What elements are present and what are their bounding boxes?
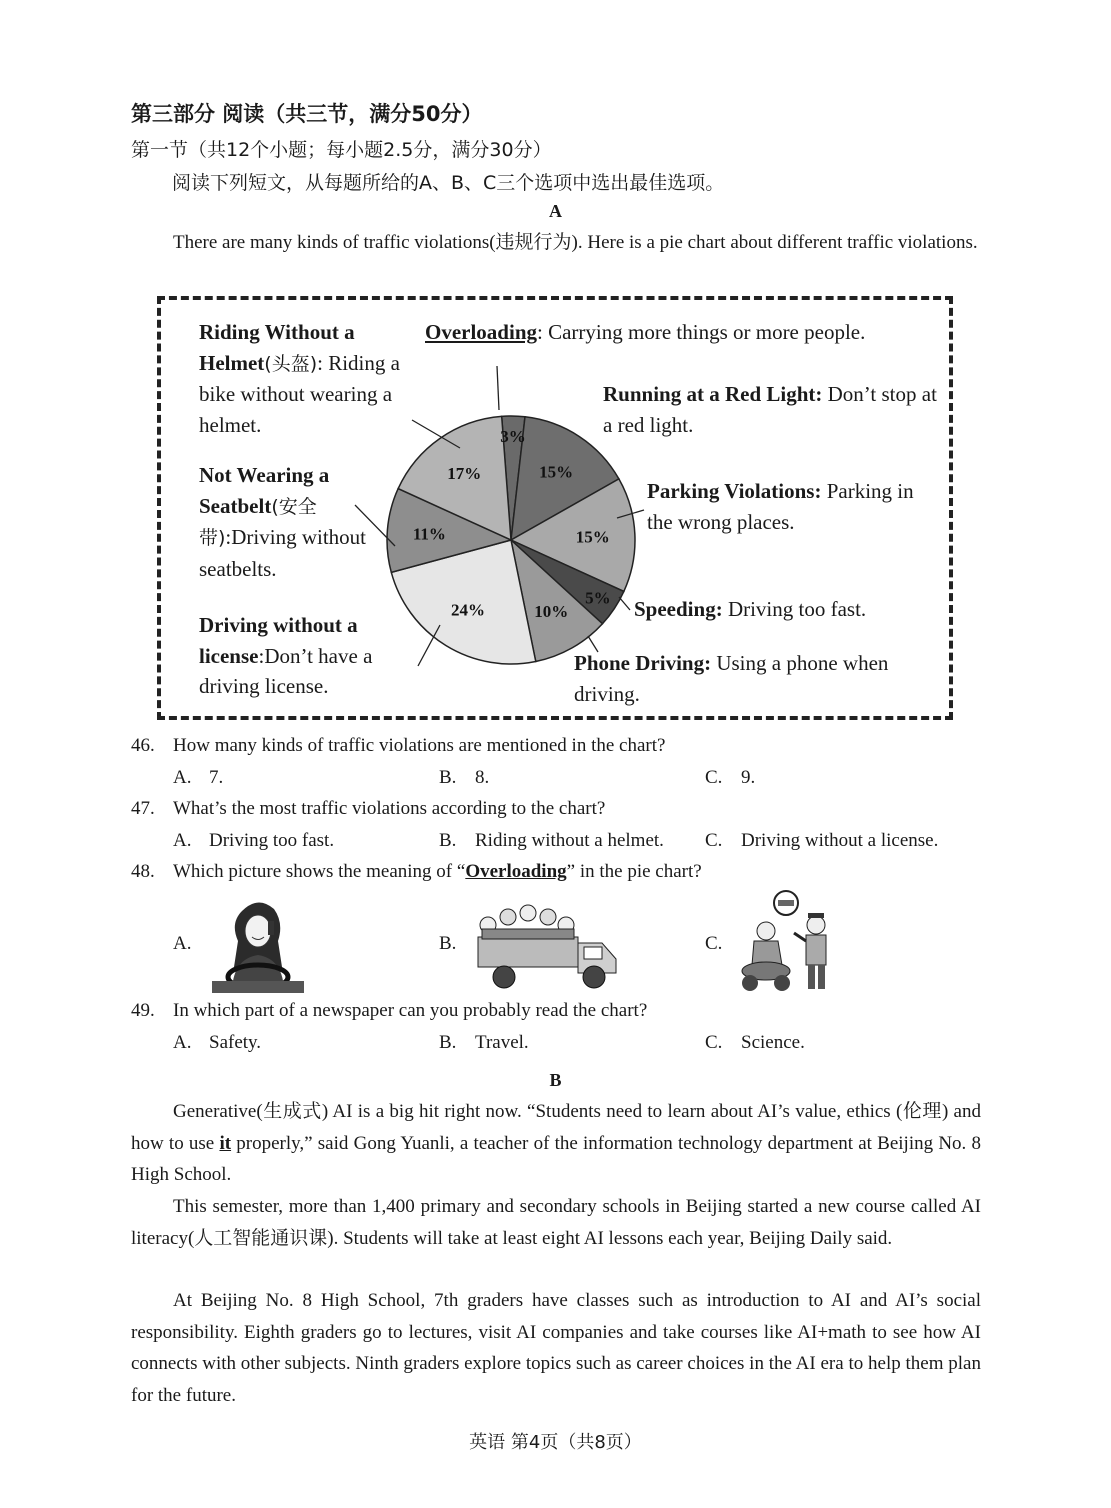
option-47-c — [705, 830, 938, 852]
pie-value-label: 11% — [412, 524, 446, 544]
question-number: 48. — [131, 861, 155, 882]
label-helmet-cn: (头盔) — [264, 352, 318, 375]
question-47 — [131, 798, 605, 820]
pie-value-label: 10% — [534, 602, 569, 622]
label-overloading-title: Overloading — [425, 320, 538, 344]
label-phone-title: Phone Driving: — [574, 651, 712, 675]
option-text: 9. — [741, 767, 756, 788]
pie-value-label: 15% — [539, 462, 574, 482]
label-overloading — [425, 317, 945, 348]
option-49-a — [173, 1032, 261, 1054]
section-title: 第一节（共12个小题；每小题2.5分，满分30分） — [131, 139, 552, 161]
pie-value-label: 3% — [500, 426, 526, 446]
passage-b-label: B — [549, 1070, 562, 1090]
option-48-b — [439, 933, 475, 955]
question-49 — [131, 1000, 647, 1022]
pie-value-label: 5% — [585, 588, 611, 608]
label-seatbelt-desc: :Driving without seatbelts. — [199, 525, 367, 581]
option-text: Science. — [741, 1032, 805, 1053]
question-text-pre: Which picture shows the meaning of “ — [173, 861, 466, 882]
option-letter: A. — [173, 1032, 192, 1053]
label-license-title: Driving without a license — [199, 613, 358, 668]
option-46-b — [439, 767, 489, 789]
question-number: 49. — [131, 1000, 155, 1021]
question-number: 47. — [131, 798, 155, 819]
label-red-light — [603, 379, 938, 440]
label-license-desc: :Don’t have a driving license. — [199, 643, 373, 698]
option-text: Travel. — [475, 1032, 529, 1053]
option-letter: B. — [439, 1032, 457, 1053]
option-letter: B. — [439, 933, 457, 954]
label-overloading-desc: : Carrying more things or more people. — [537, 320, 866, 344]
picture-b-overloaded-truck — [474, 903, 620, 991]
option-48-c — [705, 933, 741, 955]
label-phone-desc: Using a phone when driving. — [574, 651, 889, 706]
question-48 — [131, 861, 702, 883]
option-46-c — [705, 767, 755, 789]
option-text: Driving without a license. — [741, 830, 939, 851]
option-47-a — [173, 830, 334, 852]
label-seatbelt-title: Not Wearing a Seatbelt — [199, 463, 330, 518]
paragraph-1-start: Generative(生成式) AI is a big hit right now. “Students need to learn about AI’s value, ethics (伦理) and how to use — [131, 1101, 981, 1154]
pie-value-label: 15% — [575, 527, 610, 547]
label-helmet-title: Riding Without a Helmet — [199, 320, 355, 375]
label-parking — [647, 476, 942, 537]
passage-a-label: A — [549, 201, 562, 221]
label-helmet — [199, 317, 414, 440]
instruction: 阅读下列短文，从每题所给的A、B、C三个选项中选出最佳选项。 — [172, 172, 725, 194]
option-text: 7. — [209, 767, 224, 788]
option-46-a — [173, 767, 223, 789]
passage-b-paragraph-2: This semester, more than 1,400 primary and secondary schools in Beijing started a new course called AI literacy(人工智能通识课). Students will take at least eight AI lessons each year, Beijing Daily said. — [131, 1196, 981, 1249]
question-number: 46. — [131, 735, 155, 756]
option-letter: C. — [705, 830, 723, 851]
label-speeding-title: Speeding: — [634, 597, 723, 621]
picture-c-police-scooter — [738, 889, 838, 993]
option-text: 8. — [475, 767, 490, 788]
option-letter: A. — [173, 830, 192, 851]
option-letter: C. — [705, 1032, 723, 1053]
label-helmet-desc: : Riding a bike without wearing a helmet. — [199, 350, 400, 437]
underlined-word-it: it — [219, 1132, 232, 1154]
question-46 — [131, 735, 665, 757]
question-text-keyword: Overloading — [465, 861, 567, 882]
passage-a-intro: There are many kinds of traffic violations(违规行为). Here is a pie chart about different traffic violations. — [173, 232, 978, 253]
picture-a-phone-driver — [212, 897, 304, 993]
option-letter: C. — [705, 767, 723, 788]
option-text: Driving too fast. — [209, 830, 335, 851]
option-48-a — [173, 933, 209, 955]
option-letter: A. — [173, 767, 192, 788]
option-47-b — [439, 830, 664, 852]
passage-b-paragraph-3: At Beijing No. 8 High School, 7th graders have classes such as introduction to AI and AI’s social responsibility. Eighth graders go to lectures, visit AI companies and take courses like AI+math to see how AI connects with other subjects. Ninth graders explore topics such as career choices in the AI era to help them plan for the future. — [131, 1290, 981, 1406]
question-text: What’s the most traffic violations according to the chart? — [173, 798, 606, 819]
label-red-light-desc: Don’t stop at a red light. — [603, 382, 937, 437]
option-text: Riding without a helmet. — [475, 830, 664, 851]
option-49-c — [705, 1032, 805, 1054]
option-text: Safety. — [209, 1032, 262, 1053]
label-speeding-desc: Driving too fast. — [722, 597, 867, 621]
option-letter: B. — [439, 767, 457, 788]
paragraph-1-end: properly,” said Gong Yuanli, a teacher of the information technology department at Beijing No. 8 High School. — [131, 1132, 981, 1185]
label-parking-desc: Parking in the wrong places. — [647, 479, 914, 534]
passage-b-paragraph-1 — [131, 1096, 981, 1191]
question-text: How many kinds of traffic violations are mentioned in the chart? — [173, 735, 666, 756]
option-letter: A. — [173, 933, 192, 954]
pie-value-label: 24% — [451, 600, 485, 620]
label-speeding — [634, 594, 934, 625]
label-license — [199, 610, 429, 702]
part-title: 第三部分 阅读（共三节，满分50分） — [131, 102, 483, 126]
option-49-b — [439, 1032, 529, 1054]
question-text: In which part of a newspaper can you probably read the chart? — [173, 1000, 648, 1021]
option-letter: C. — [705, 933, 723, 954]
question-text-post: ” in the pie chart? — [566, 861, 702, 882]
label-seatbelt-cn: (安全带) — [199, 495, 317, 549]
label-seatbelt — [199, 460, 369, 584]
label-parking-title: Parking Violations: — [647, 479, 822, 503]
page-footer: 英语 第4页（共8页） — [469, 1432, 642, 1453]
label-phone — [574, 648, 944, 709]
pie-value-label: 17% — [447, 463, 482, 483]
label-red-light-title: Running at a Red Light: — [603, 382, 823, 406]
option-letter: B. — [439, 830, 457, 851]
